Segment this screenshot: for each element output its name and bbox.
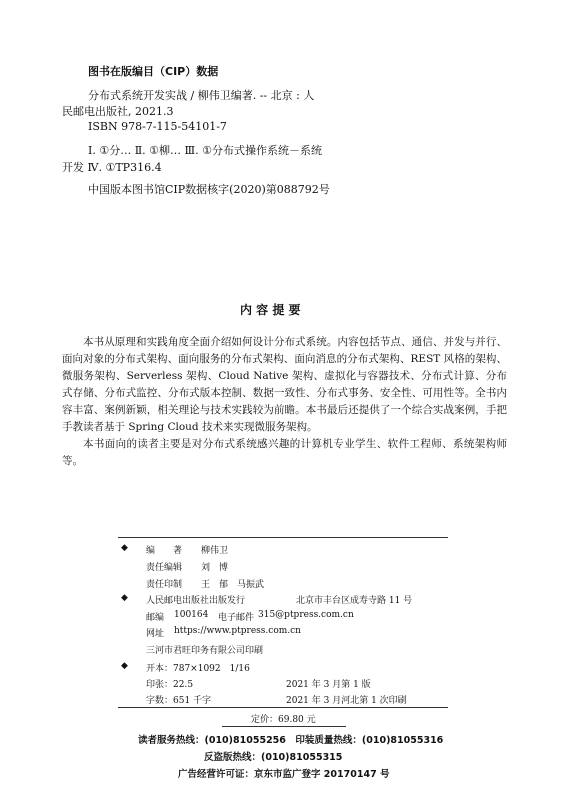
cip-isbn: ISBN 978-7-115-54101-7 bbox=[88, 120, 227, 133]
publisher-bullet: ◆ bbox=[121, 593, 128, 603]
publisher-address: 北京市丰台区成寿寺路 11 号 bbox=[296, 596, 413, 606]
postcode-value: 100164 bbox=[174, 610, 209, 620]
website-label: 网址 bbox=[146, 629, 165, 639]
email-label: 电子邮件 bbox=[218, 613, 255, 623]
editor-name: 刘 博 bbox=[201, 563, 229, 573]
printing-value: 2021 年 3 月河北第 1 次印刷 bbox=[286, 696, 407, 706]
format-value: 开本：787×1092 1/16 bbox=[146, 664, 250, 674]
summary-body bbox=[62, 334, 507, 470]
summary-paragraph-2: 本书面向的读者主要是对分布式系统感兴趣的计算机专业学生、软件工程师、系统架构师等。 bbox=[62, 438, 507, 467]
email-value: 315@ptpress.com.cn bbox=[258, 610, 354, 620]
editor-label: 责任编辑 bbox=[146, 563, 183, 573]
format-bullet: ◆ bbox=[121, 661, 128, 671]
edition-value: 2021 年 3 月第 1 版 bbox=[286, 680, 371, 690]
wordcount-value: 字数：651 千字 bbox=[146, 696, 212, 706]
cip-heading: 图书在版编目（CIP）数据 bbox=[88, 65, 219, 78]
author-label: 编 著 bbox=[146, 546, 183, 556]
top-rule bbox=[118, 537, 448, 538]
sheets-value: 印张：22.5 bbox=[146, 680, 194, 690]
price-rule bbox=[222, 726, 346, 727]
price-value: 定价：69.80 元 bbox=[251, 715, 316, 725]
printer-name: 三河市君旺印务有限公司印刷 bbox=[146, 646, 264, 656]
reader-service-hotline: 读者服务热线：(010)81055256 印装质量热线：(010)81055316 bbox=[138, 735, 444, 746]
ad-license: 广告经营许可证：京东市监广登字 20170147 号 bbox=[178, 769, 390, 780]
author-bullet: ◆ bbox=[121, 543, 128, 553]
cip-classification-2: 开发 Ⅳ. ①TP316.4 bbox=[62, 161, 162, 174]
website-value: https://www.ptpress.com.cn bbox=[174, 626, 301, 636]
cip-classification-1: Ⅰ. ①分… Ⅱ. ①柳… Ⅲ. ①分布式操作系统－系统 bbox=[88, 144, 322, 157]
summary-paragraph-1: 本书从原理和实践角度全面介绍如何设计分布式系统。内容包括节点、通信、并发与并行、面向对象的分布式架构、面向服务的分布式架构、面向消息的分布式架构、REST 风格的架构、微服务架构、Serverless 架构、Cloud Native 架构、虚拟化与容器技术、分布式计算、分布式存储、分布式监控、分布式版本控制、数据一致性、分布式事务、安全性、可用性等。全书内容丰富、案例新颖，相关理论与技术实践较为前瞻。本书最后还提供了一个综合实战案例，手把手教读者基于 Spring Cloud 技术来实现微服务架构。 bbox=[62, 336, 507, 433]
cip-number: 中国版本图书馆CIP数据核字(2020)第088792号 bbox=[88, 183, 330, 196]
author-name: 柳伟卫 bbox=[201, 546, 229, 556]
print-manager-names: 王 郁 马振武 bbox=[201, 580, 265, 590]
cip-line-1: 分布式系统开发实战 / 柳伟卫编著. -- 北京 : 人 bbox=[88, 89, 315, 102]
summary-title: 内 容 提 要 bbox=[240, 303, 301, 317]
middle-rule bbox=[118, 707, 448, 708]
publisher-name: 人民邮电出版社出版发行 bbox=[146, 596, 246, 606]
cip-line-2: 民邮电出版社, 2021.3 bbox=[62, 105, 174, 118]
anti-piracy-hotline: 反盗版热线：(010)81055315 bbox=[204, 752, 343, 763]
postcode-label: 邮编 bbox=[146, 613, 165, 623]
print-manager-label: 责任印制 bbox=[146, 580, 183, 590]
